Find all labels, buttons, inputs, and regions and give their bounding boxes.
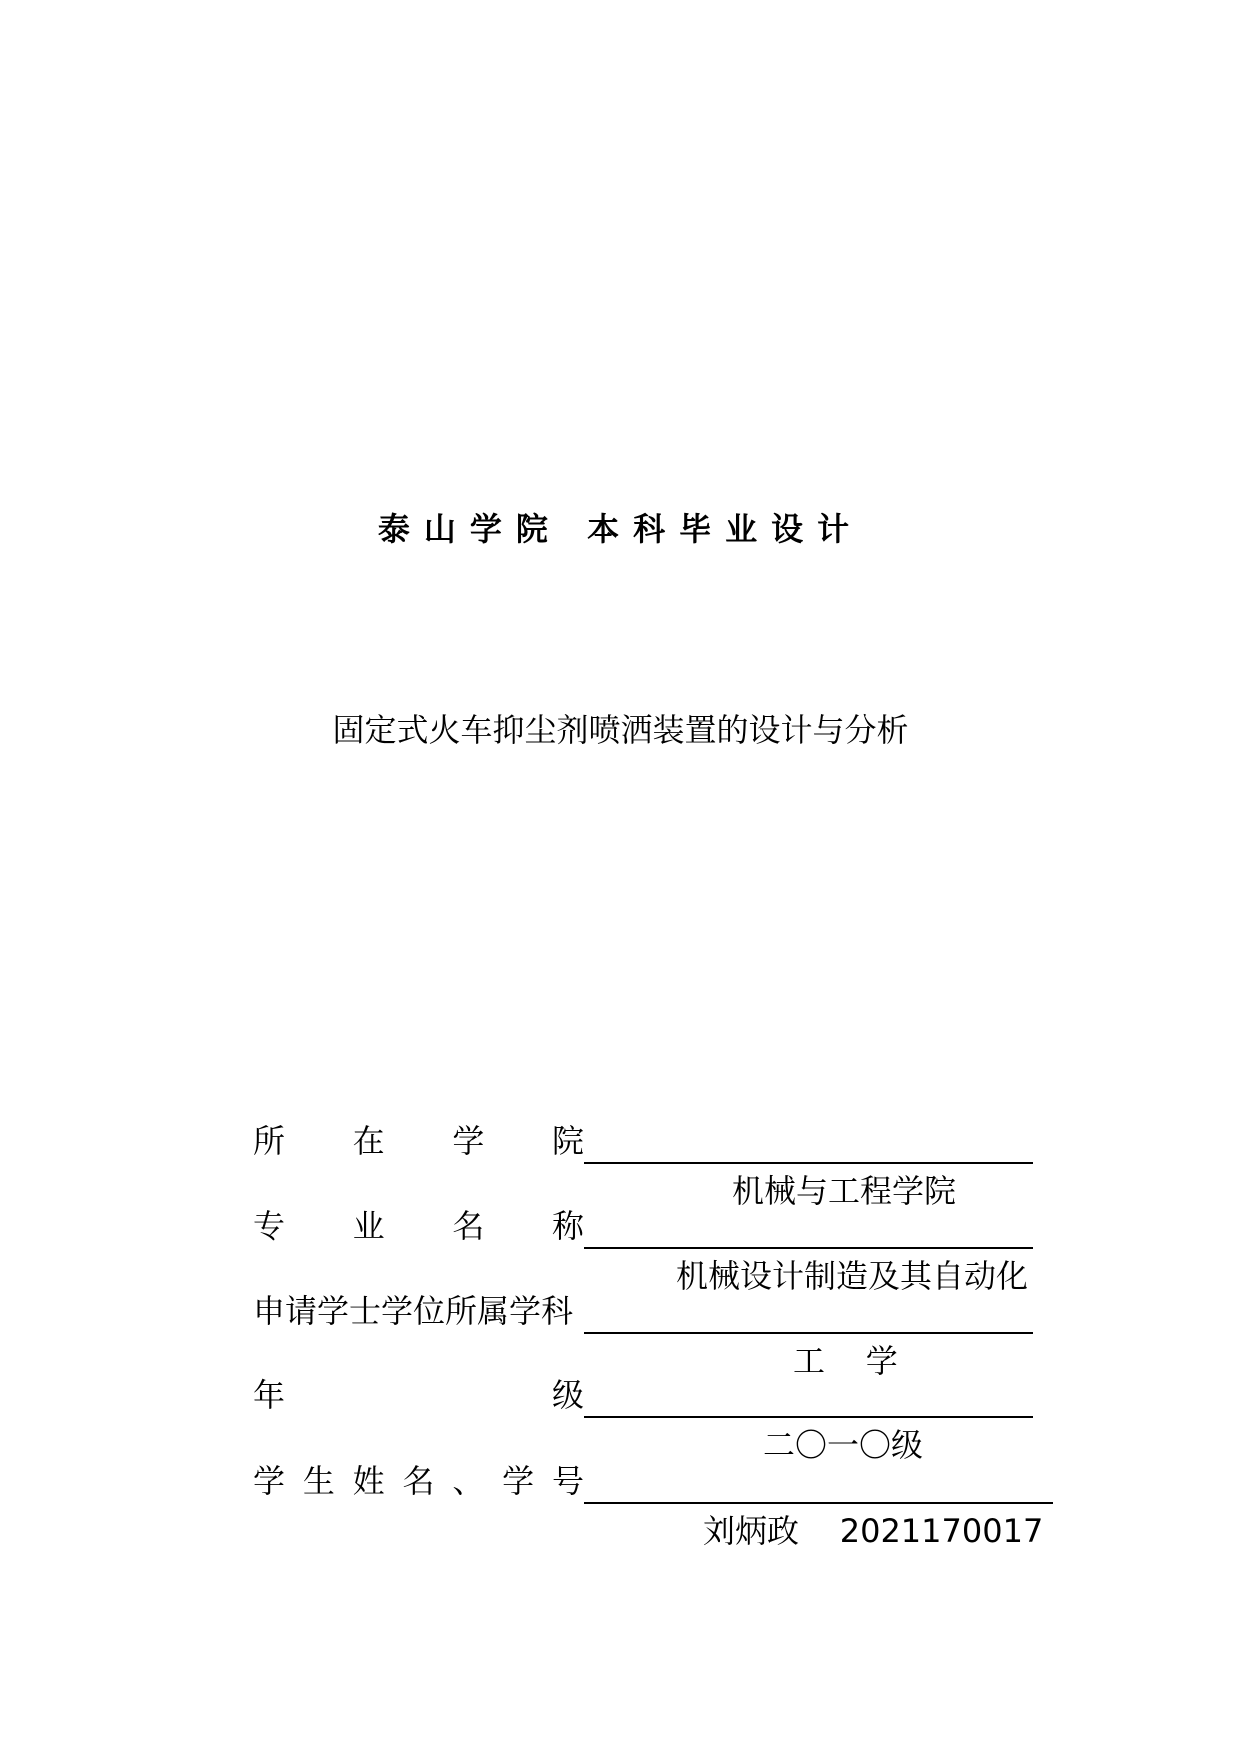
major-label: 专 业 名 称 (253, 1207, 584, 1245)
grade-row (253, 1370, 1033, 1464)
student-row (253, 1456, 1053, 1550)
college-row (253, 1116, 1033, 1210)
school-title: 泰山学院 本科毕业设计 (377, 510, 864, 548)
student-label: 学 生 姓 名 、 学 号 (253, 1462, 584, 1500)
college-label: 所 在 学 院 (253, 1122, 584, 1160)
thesis-title: 固定式火车抑尘剂喷洒装置的设计与分析 (332, 711, 909, 749)
student-value: 刘炳政 2021170017 (584, 1456, 1053, 1504)
grade-label: 年 级 (253, 1376, 584, 1414)
degree-row (253, 1286, 1033, 1380)
major-value: 机械设计制造及其自动化 (584, 1201, 1033, 1249)
degree-label: 申请学士学位所属学科 (253, 1292, 574, 1330)
major-row (253, 1201, 1033, 1295)
grade-value: 二〇一〇级 (584, 1370, 1033, 1418)
college-value: 机械与工程学院 (584, 1116, 1033, 1164)
degree-value: 工 学 (584, 1286, 1033, 1334)
